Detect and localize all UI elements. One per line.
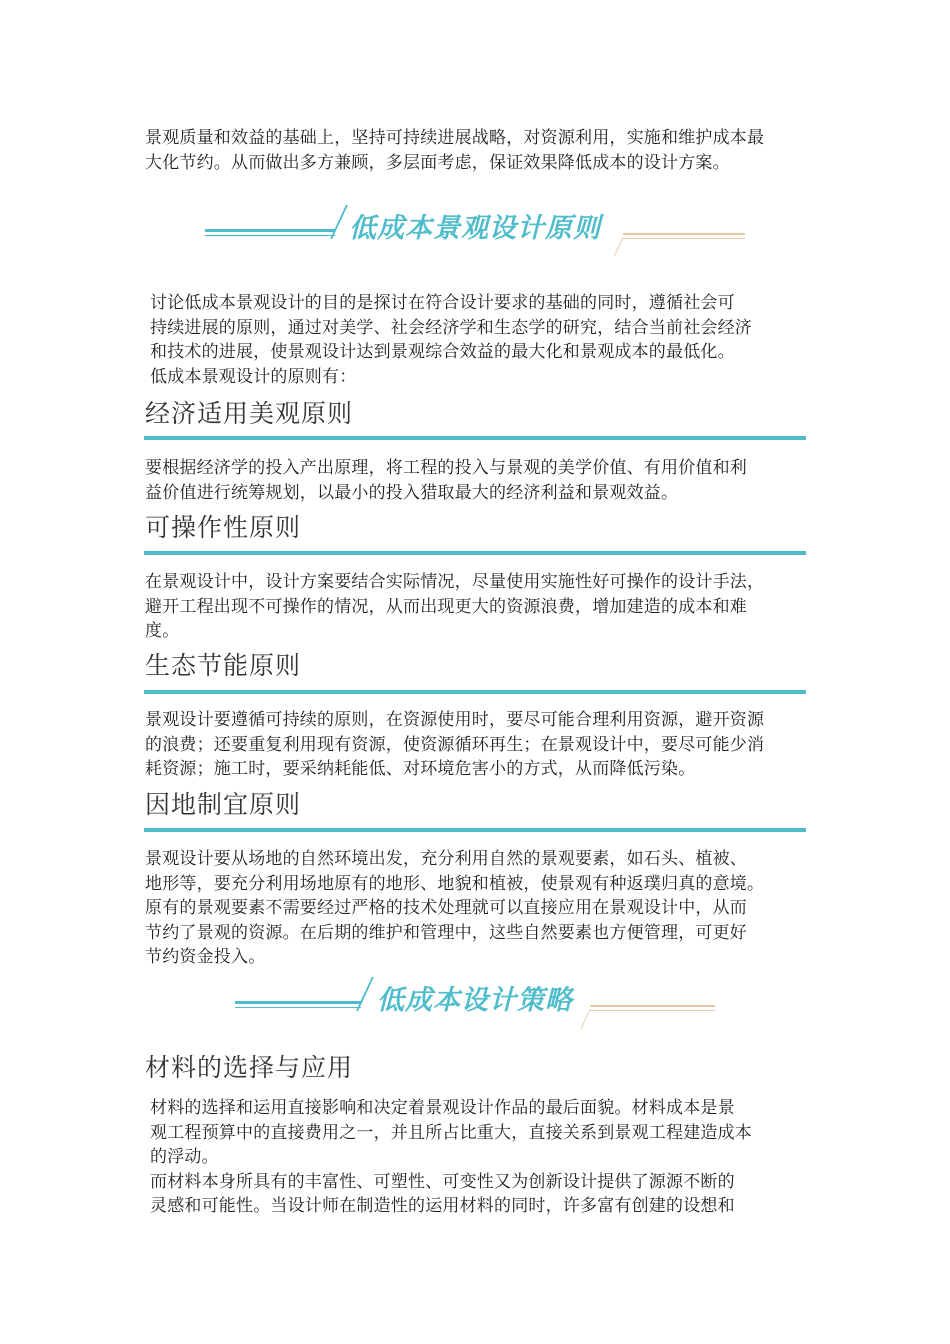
section-line: 要根据经济学的投入产出原理，将工程的投入与景观的美学价值、有用价值和利: [145, 458, 747, 478]
banner-slash-icon: [356, 977, 374, 1011]
banner-slash-accent-icon: [614, 238, 623, 256]
section-title-ecology: 生态节能原则: [145, 651, 302, 680]
section-title-operability: 可操作性原则: [145, 513, 302, 542]
banner-bar-right-thin: [590, 1010, 715, 1011]
intro-paragraph: [145, 126, 810, 175]
section-line: 景观设计要从场地的自然环境出发，充分利用自然的景观要素，如石头、植被、: [145, 849, 747, 869]
section-line: 节约了景观的资源。在后期的维护和管理中，这些自然要素也方便管理，可更好: [145, 922, 747, 943]
section-banner-principles: [205, 200, 750, 260]
intro-line: 景观质量和效益的基础上，坚持可持续进展战略，对资源利用，实施和维护成本最: [145, 128, 765, 148]
materials-line: 而材料本身所具有的丰富性、可塑性、可变性又为创新设计提供了源源不断的: [150, 1171, 735, 1192]
section-line: 避开工程出现不可操作的情况，从而出现更大的资源浪费，增加建造的成本和难: [145, 596, 747, 617]
banner-title: 低成本设计策略: [377, 985, 573, 1016]
banner-bar-left-thin: [235, 1007, 361, 1008]
section-line: 原有的景观要素不需要经过严格的技术处理就可以直接应用在景观设计中，从而: [145, 898, 747, 918]
banner-slash-accent-icon: [581, 1010, 590, 1028]
banner-bar-left: [235, 1001, 361, 1004]
section-line: 度。: [145, 621, 180, 641]
section-rule: [144, 436, 806, 440]
materials-line: 灵感和可能性。当设计师在制造性的运用材料的同时，许多富有创建的设想和: [150, 1196, 735, 1216]
materials-paragraph: [150, 1096, 800, 1219]
section-paragraph-local: [145, 847, 810, 970]
section-line: 景观设计要遵循可持续的原则，在资源使用时，要尽可能合理利用资源，避开资源: [145, 710, 765, 730]
banner-bar-left: [205, 229, 335, 232]
intro-line: 大化节约。从而做出多方兼顾，多层面考虑，保证效果降低成本的设计方案。: [145, 152, 730, 173]
principles-intro-line: 低成本景观设计的原则有：: [150, 366, 357, 387]
banner-bar-right: [623, 233, 745, 235]
materials-line: 材料的选择和运用直接影响和决定着景观设计作品的最后面貌。材料成本是景: [150, 1098, 735, 1118]
section-rule: [144, 551, 806, 555]
section-paragraph-ecology: [145, 708, 810, 782]
banner-slash-icon: [330, 205, 348, 239]
materials-line: 的浮动。: [150, 1147, 219, 1167]
principles-intro-line: 讨论低成本景观设计的目的是探讨在符合设计要求的基础的同时，遵循社会可: [150, 293, 735, 313]
section-paragraph-economic: [145, 456, 810, 505]
section-line: 地形等，要充分利用场地原有的地形、地貌和植被，使景观有种返璞归真的意境。: [145, 873, 765, 894]
principles-intro-line: 和技术的进展，使景观设计达到景观综合效益的最大化和景观成本的最低化。: [150, 342, 735, 362]
section-rule: [144, 690, 806, 694]
section-banner-strategy: [235, 972, 720, 1032]
section-line: 在景观设计中，设计方案要结合实际情况，尽量使用实施性好可操作的设计手法，: [145, 572, 765, 592]
section-line: 耗资源；施工时，要采纳耗能低、对环境危害小的方式，从而降低污染。: [145, 759, 696, 779]
banner-bar-right-thin: [623, 238, 745, 239]
banner-title: 低成本景观设计原则: [349, 213, 601, 244]
materials-line: 观工程预算中的直接费用之一，并且所占比重大，直接关系到景观工程建造成本: [150, 1122, 752, 1143]
section-line: 节约资金投入。: [145, 947, 266, 967]
section-title-materials: 材料的选择与应用: [145, 1053, 354, 1082]
section-line: 益价值进行统筹规划，以最小的投入猎取最大的经济利益和景观效益。: [145, 482, 679, 503]
section-title-economic: 经济适用美观原则: [145, 399, 354, 428]
banner-bar-right: [590, 1005, 715, 1007]
principles-intro-paragraph: [150, 291, 800, 389]
section-title-local: 因地制宜原则: [145, 790, 302, 819]
section-rule: [144, 828, 806, 832]
banner-bar-left-thin: [205, 235, 335, 236]
principles-intro-line: 持续进展的原则，通过对美学、社会经济学和生态学的研究，结合当前社会经济: [150, 317, 752, 338]
section-line: 的浪费；还要重复利用现有资源，使资源循环再生；在景观设计中，要尽可能少消: [145, 734, 765, 755]
section-paragraph-operability: [145, 570, 810, 644]
